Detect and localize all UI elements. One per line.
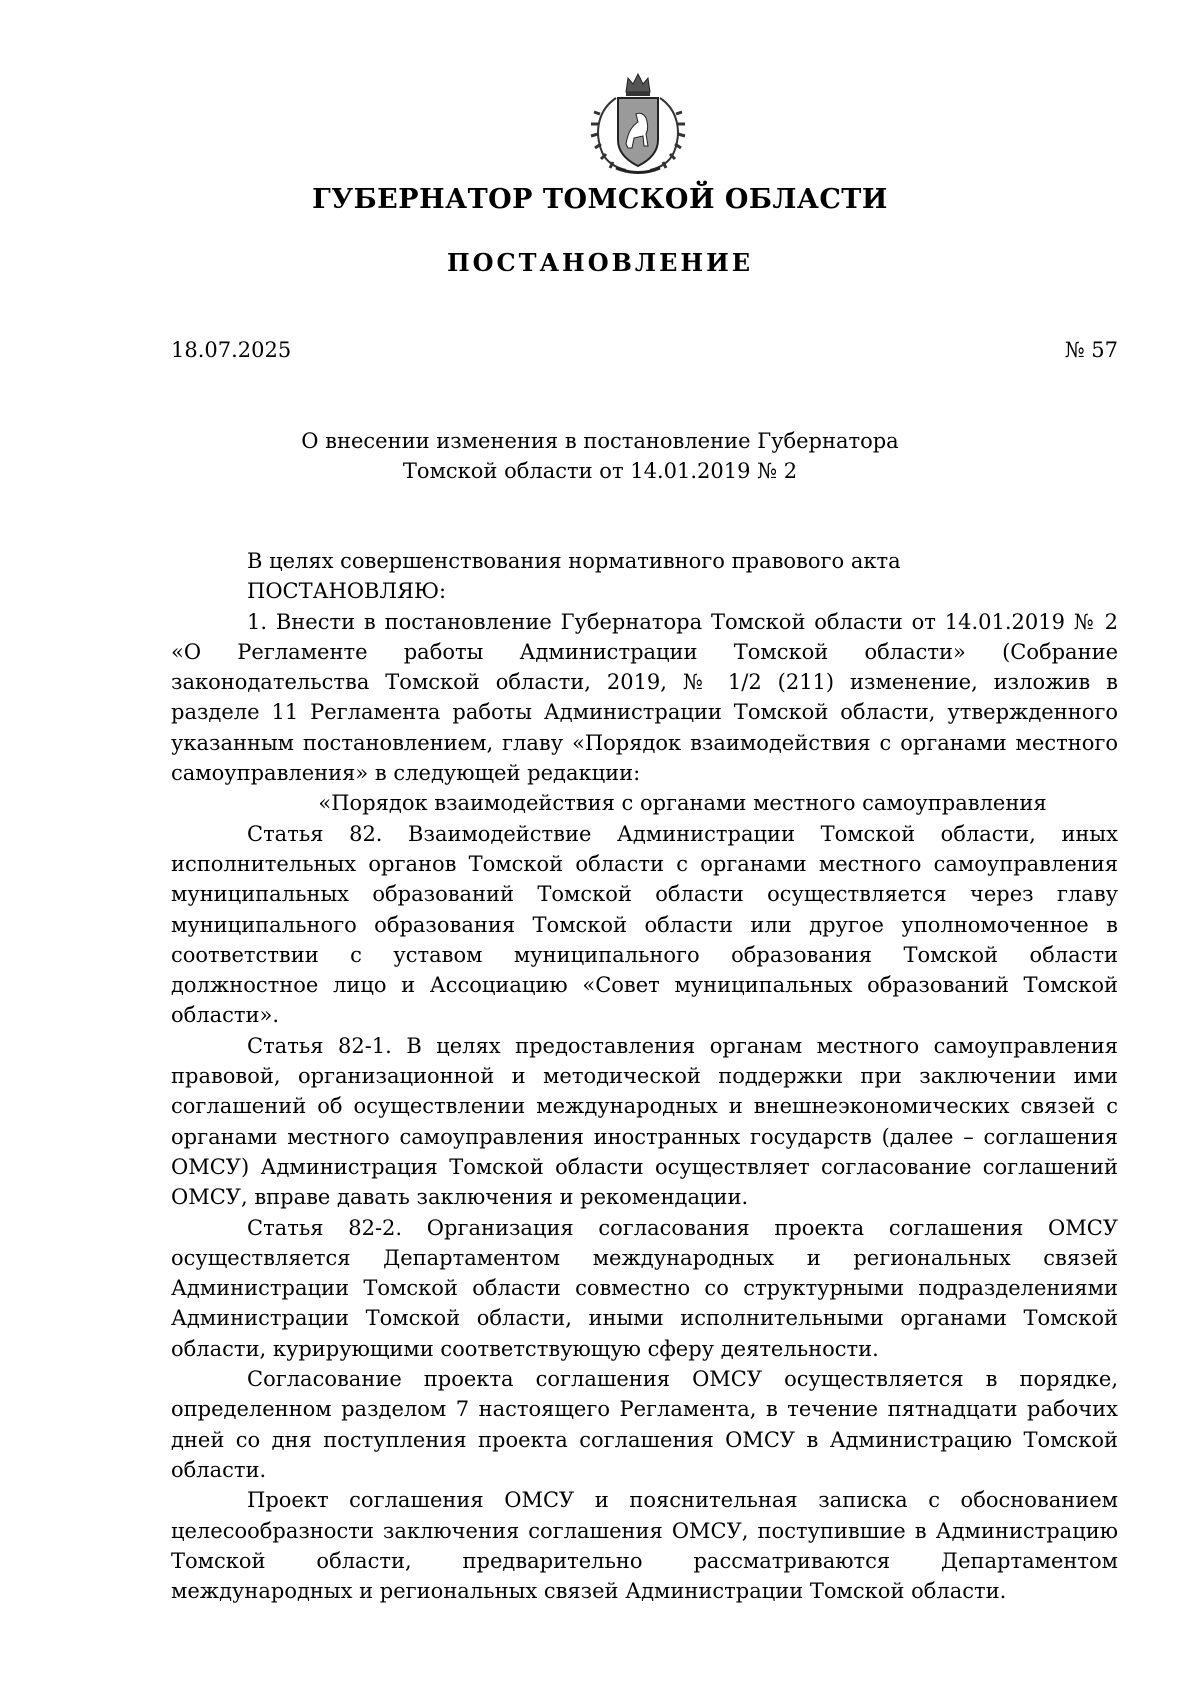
coat-of-arms-icon	[586, 70, 690, 178]
paragraph-article-82-1: Статья 82-1. В целях предоставления органам местного самоуправления правовой, организационной и методической поддержки при заключении ими соглашений об осуществлении международных и внешнеэкономических связей с органами местного самоуправления иностранных государств (далее – соглашения ОМСУ) Администрация Томской области осуществляет согласование соглашений ОМСУ, вправе давать заключения и рекомендации.	[171, 1033, 1118, 1210]
document-date: 18.07.2025	[171, 338, 292, 362]
document-subject	[0, 426, 1200, 486]
org-title: ГУБЕРНАТОР ТОМСКОЙ ОБЛАСТИ	[312, 184, 888, 215]
paragraph-article-82-2: Статья 82-2. Организация согласования проекта соглашения ОМСУ осуществляется Департаментом международных и региональных связей Администрации Томской области совместно со структурными подразделениями Администрации Томской области, иными исполнительными органами Томской области, курирующими соответствующую сферу деятельности.	[171, 1215, 1118, 1361]
paragraph-article-82: Статья 82. Взаимодействие Администрации Томской области, иных исполнительных органов Томской области с органами местного самоуправления муниципальных образований Томской области осуществляется через главу муниципального образования Томской области или другое уполномоченное в соответствии с уставом муниципального образования Томской области должностное лицо и Ассоциацию «Совет муниципальных образований Томской области».	[171, 821, 1118, 1028]
subject-line-2: Томской области от 14.01.2019 № 2	[402, 459, 798, 483]
paragraph-decree: ПОСТАНОВЛЯЮ:	[247, 579, 447, 604]
document-number: № 57	[1064, 338, 1118, 362]
paragraph-item-1: 1. Внести в постановление Губернатора Томской области от 14.01.2019 № 2 «О Регламенте работы Администрации Томской области» (Собрание законодательства Томской области, 2019, № 1/2 (211) изменение, изложив в разделе 11 Регламента работы Администрации Томской области, утвержденного указанным постановлением, главу «Порядок взаимодействия с органами местного самоуправления» в следующей редакции:	[171, 609, 1118, 786]
document-type: ПОСТАНОВЛЕНИЕ	[446, 248, 754, 277]
paragraph-purpose: В целях совершенствования нормативного правового акта	[247, 549, 901, 573]
paragraph-preliminary-review: Проект соглашения ОМСУ и пояснительная записка с обоснованием целесообразности заключения соглашения ОМСУ, поступившие в Администрацию Томской области, предварительно рассматриваются Департаментом международных и региональных связей Администрации Томской области.	[171, 1488, 1118, 1604]
subject-line-1: О внесении изменения в постановление Губернатора	[301, 429, 899, 453]
document-body	[171, 546, 1118, 1606]
paragraph-approval-order: Согласование проекта соглашения ОМСУ осуществляется в порядке, определенном разделом 7 настоящего Регламента, в течение пятнадцати рабочих дней со дня поступления проекта соглашения ОМСУ в Администрацию Томской области.	[171, 1367, 1118, 1482]
paragraph-chapter-title: «Порядок взаимодействия с органами местного самоуправления	[318, 791, 1047, 816]
